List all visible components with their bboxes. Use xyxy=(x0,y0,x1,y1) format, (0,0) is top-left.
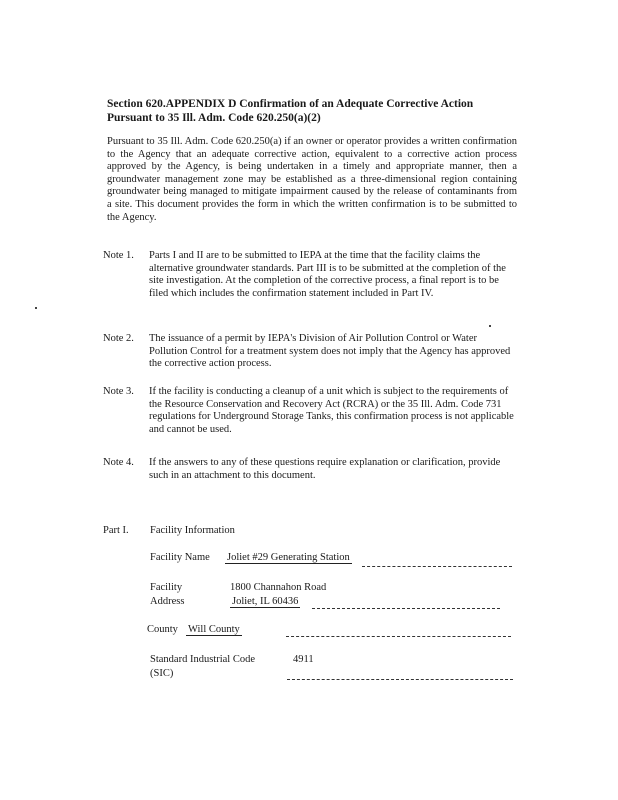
sic-value[interactable]: 4911 xyxy=(293,654,314,665)
part1-title: Facility Information xyxy=(150,525,235,536)
scan-speck xyxy=(35,307,37,309)
address-line-2 xyxy=(230,596,300,607)
sic-label-1: Standard Industrial Code xyxy=(150,654,255,665)
county-label: County xyxy=(147,624,178,635)
address-line-2-field[interactable]: Joliet, IL 60436 xyxy=(232,596,299,607)
note-4 xyxy=(103,457,523,485)
note-label: Note 1. xyxy=(103,250,134,261)
sic-label-2: (SIC) xyxy=(150,668,174,679)
sic-blank-line xyxy=(287,679,513,680)
note-1 xyxy=(103,250,523,320)
facility-name-label: Facility Name xyxy=(150,552,210,563)
facility-name-field[interactable]: Joliet #29 Generating Station xyxy=(227,552,350,563)
county-field[interactable]: Will County xyxy=(188,624,240,635)
heading-line-1: Section 620.APPENDIX D Confirmation of an Adequate Corrective Action xyxy=(107,98,474,110)
county-blank-line xyxy=(286,636,511,637)
note-3 xyxy=(103,386,523,438)
facility-address-label-1: Facility xyxy=(150,582,183,593)
facility-address-label-2: Address xyxy=(150,596,185,607)
intro-paragraph: Pursuant to 35 Ill. Adm. Code 620.250(a) if an owner or operator provides a written confirmation to the Agency that an adequate corrective action, equivalent to a corrective action process approved by the Agency, is being undertaken in a timely and appropriate manner, then a groundwater management zone may be established as a three-dimensional region containing groundwater being managed to mitigate impairment caused by the release of contaminants from a site. This document provides the form in which the written confirmation is to be submitted to the Agency. xyxy=(107,136,517,223)
note-2 xyxy=(103,333,523,373)
note-label: Note 3. xyxy=(103,386,134,397)
address-blank-line xyxy=(312,608,500,609)
note-text: If the facility is conducting a cleanup of a unit which is subject to the requirements of the Resource Conservation and Recovery Act (RCRA) or the 35 Ill. Adm. Code 731 regulations for Underground Storage Tanks, this confirmation process is not applicable and cannot be used. xyxy=(149,386,514,435)
part1-label: Part I. xyxy=(103,525,129,536)
county-value xyxy=(186,624,242,635)
section-heading xyxy=(107,97,527,125)
note-text: The issuance of a permit by IEPA's Division of Air Pollution Control or Water Pollution Control for a treatment system does not imply that the Agency has approved the corrective action process. xyxy=(149,333,511,370)
facility-name-blank-line xyxy=(362,566,512,567)
note-label: Note 2. xyxy=(103,333,134,344)
facility-name-value xyxy=(225,552,352,563)
note-label: Note 4. xyxy=(103,457,134,468)
address-line-1[interactable]: 1800 Channahon Road xyxy=(230,582,327,593)
note-text: Parts I and II are to be submitted to IEPA at the time that the facility claims the alternative groundwater standards. Part III is to be submitted at the completion of the site investigation. At the completion of the corrective process, a final report is to be filed which includes the confirmation statement included in Part IV. xyxy=(149,250,506,299)
heading-line-2: Pursuant to 35 Ill. Adm. Code 620.250(a)(2) xyxy=(107,112,321,124)
scan-speck xyxy=(489,325,491,327)
note-text: If the answers to any of these questions require explanation or clarification, provide such in an attachment to this document. xyxy=(149,457,501,481)
